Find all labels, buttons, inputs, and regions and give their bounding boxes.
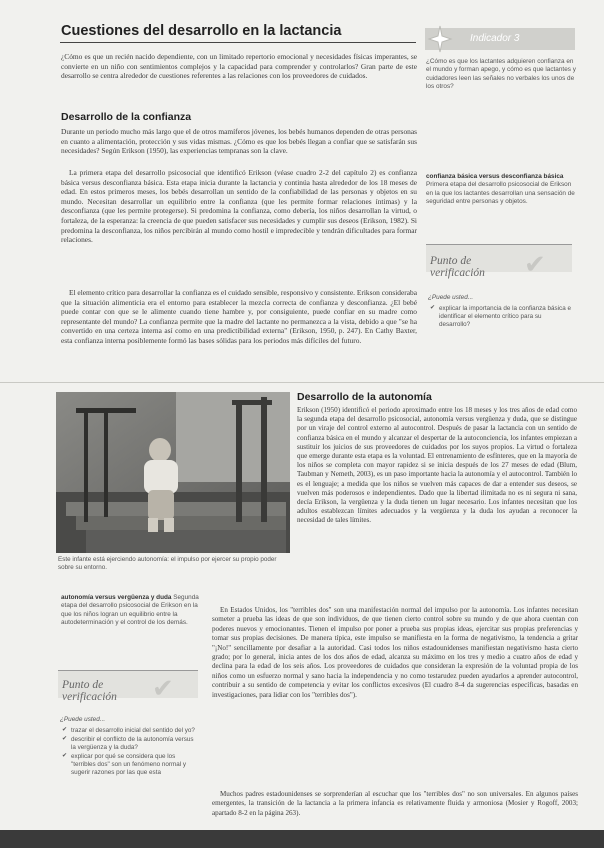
page-fold	[0, 382, 604, 383]
side-question: ¿Cómo es que los lactantes adquieren confianza en el mundo y forman apego, y cómo es que lactantes y cuidadores leen las señales no verbales los unos de los otros?	[426, 58, 576, 90]
page-title: Cuestiones del desarrollo en la lactancia	[61, 23, 342, 39]
checkmark-icon: ✔	[524, 250, 546, 279]
punto-list-2	[62, 727, 200, 777]
confianza-paragraph-1: Durante un periodo mucho más largo que el de otros mamíferos jóvenes, los bebés humanos dependen de otras personas en cuanto a alimentación, protección y sus vidas mismas. ¿Cómo es que los bebés llegan a confiar que se satisfarán sus necesidades? Según Erikson (1950), las experiencias tempranas son la clave.	[61, 127, 417, 156]
confianza-paragraph-2: La primera etapa del desarrollo psicosocial que identificó Erikson (véase cuadro 2-2 del capítulo 2) es confianza básica versus desconfianza básica. Esta etapa inicia durante la lactancia y continúa hasta alrededor de los 18 meses de edad. En estos primeros meses, los bebés desarrollan un sentido de la confiabilidad de las personas y objetos en su mundo. Necesitan desarrollar un equilibrio entre la confianza (que les permite formar relaciones íntimas) y la desconfianza (que les permite protegerse). Si predomina la confianza, como debería, los niños desarrollan la virtud, o fortaleza, de la esperanza: la creencia de que pueden satisfacer sus necesidades y cumplir sus deseos (Erikson, 1982). Si predomina la desconfianza, los niños percibirán al mundo como hostil e impredecible y tendrán dificultades para formar relaciones.	[61, 168, 417, 245]
title-rule	[60, 42, 416, 43]
punto-title-1	[430, 255, 485, 279]
punto-title-line1: Punto de	[430, 255, 472, 267]
definition-term: confianza básica versus desconfianza básica	[426, 173, 564, 180]
intro-paragraph: ¿Cómo es que un recién nacido dependiente, con un limitado repertorio emocional y necesidades físicas imperantes, se convierte en un niño con sentimientos complejos y la capacidad para comprender y controlarlos? Gran parte de este desarrollo se centra alrededor de cuestiones referentes a las relaciones con los proveedores de cuidados.	[61, 52, 417, 81]
photo-caption: Este infante está ejerciendo autonomía: el impulso por ejercer su propio poder sobre su entorno.	[58, 556, 277, 571]
toddler-on-steps-image	[56, 392, 290, 553]
autonomia-paragraph-3: Muchos padres estadounidenses se sorprenderían al escuchar que los "terribles dos" no son universales. En algunos países emergentes, la transición de la lactancia a la primera infancia es relativamente fluida y armoniosa (Mosier y Rogoff, 2003; apartado 8-2 en la página 263).	[212, 790, 578, 817]
punto-item-2: ✔ describir el conflicto de la autonomía versus la vergüenza y la duda?	[62, 736, 200, 752]
autonomia-paragraph-2: En Estados Unidos, los "terribles dos" son una manifestación normal del impulso por la autonomía. Los infantes necesitan someter a prueba las ideas de que son individuos, de que tienen cierto control sobre su mundo y de que ahora cuentan con poderes nuevos y emocionantes. Tienen el impulso por poner a prueba sus propias ideas, ejercitar sus propias preferencias y tomar sus propias decisiones. De manera típica, este impulso se manifiesta en la forma de negativismo, la tendencia a gritar "¡No!" sencillamente por desafiar a la autoridad. Casi todos los niños estadounidenses manifiestan negativismo hasta cierto grado; por lo general, inicia antes de los dos años de edad, alcanza su máximo en los tres y medio a cuatro años de edad y declina para la edad de los seis años. Los proveedores de cuidados que consideran la expresión de la voluntad propia de los niños como un esfuerzo normal y sano hacia la independencia y no como testarudez pueden ayudarlos a aprender autocontrol, contribuir a su sentido de competencia y evitar los conflictos excesivos (El cuadro 8-4 da sugerencias específicas, basadas en investigaciones, para lidiar con los "terribles dos").	[212, 606, 578, 699]
punto-item: ✔ explicar la importancia de la confianza básica e identificar el elemento crítico para su desarrollo?	[430, 305, 572, 329]
indicator-icon	[427, 24, 453, 54]
autonomia-paragraph-1-top: Erikson (1950) identificó el periodo aproximado entre los 18 meses y los tres años de edad como la segunda etapa del desarrollo psicosocial, autonomía versus vergüenza y duda, que se distingue por un viraje del control externo al autocontrol. Después de pasar la lactancia con un sentido de confianza básica en el mundo y alcanzar el despertar de la autoconciencia, los infantes empiezan a sustituir los juicios de sus proveedores de cuidados por los suyos propios. La virtud o fortaleza que emerge durante esta etapa es la voluntad. El entrenamiento de esfínteres, que en la mayoría de los niños se completa con mayor rapidez si se inicia después de los 27 meses de edad (Blum, Taubman y Nemeth, 2003), es un paso importante hacia la autonomía y el autocontrol. También lo es el lenguaje; a medida que los niños se vuelven más capaces de dar a entender sus deseos, se vuelven más poderosos e independientes. Dado que la libertad ilimitada no es ni segura ni sana, decía Erikson, la vergüenza y la duda tienen un lugar necesario. Los infantes necesitan que los adultos establezcan límites adecuados y la vergüenza y la duda los ayudan a reconocer la necesidad de tales límites.	[297, 406, 577, 525]
punto-item-3: ✔ explicar por qué se considera que los "terribles dos" son un fenómeno normal y sugerir razones por las que esta	[62, 753, 200, 777]
toddler-photo	[56, 392, 290, 553]
confianza-paragraph-3: El elemento crítico para desarrollar la confianza es el cuidado sensible, responsivo y consistente. Erikson consideraba que la situación alimenticia era el entorno para establecer la mezcla correcta de confianza y desconfianza. ¿El bebé puede contar con que se le alimente cuando tiene hambre y, por consiguiente, puede confiar en su madre como representante del mundo? La confianza permite que la madre del lactante no permanezca a la vista, debido a que "se ha convertido en una certeza interna así como en una predictibilidad externa" (Erikson, 1950, p. 247). En Cathy Baxter, esta confianza interna posiblemente formó las bases sólidas para los periodos más difíciles del futuro.	[61, 288, 417, 345]
definition-autonomia	[61, 594, 199, 627]
punto-title-line1-2: Punto de	[62, 679, 104, 691]
page-bottom-shadow	[0, 830, 604, 848]
section-heading-autonomia: Desarrollo de la autonomía	[297, 391, 432, 403]
punto-prompt-2: ¿Puede usted...	[60, 716, 106, 723]
checkmark-icon-2: ✔	[152, 674, 174, 703]
definition-text: Primera etapa del desarrollo psicosocial de Erikson en la que los lactantes desarrollan una sensación de seguridad entre personas y objetos.	[426, 181, 575, 205]
definition-term-2: autonomía versus vergüenza y duda	[61, 594, 172, 601]
punto-item-1: ✔ trazar el desarrollo inicial del sentido del yo?	[62, 727, 200, 735]
punto-list-1	[430, 305, 572, 330]
punto-prompt-1: ¿Puede usted...	[428, 294, 474, 301]
definition-confianza	[426, 173, 576, 206]
definition-text-2: Segunda etapa del desarrollo psicosocial de Erikson en la que los niños logran un equilibrio entre la autodeterminación y el control de los demás.	[61, 594, 199, 626]
section-heading-confianza: Desarrollo de la confianza	[61, 111, 192, 123]
indicator-label: Indicador 3	[470, 33, 520, 44]
punto-title-2	[62, 679, 117, 703]
punto-title-line2: verificación	[430, 267, 485, 279]
punto-title-line2-2: verificación	[62, 691, 117, 703]
